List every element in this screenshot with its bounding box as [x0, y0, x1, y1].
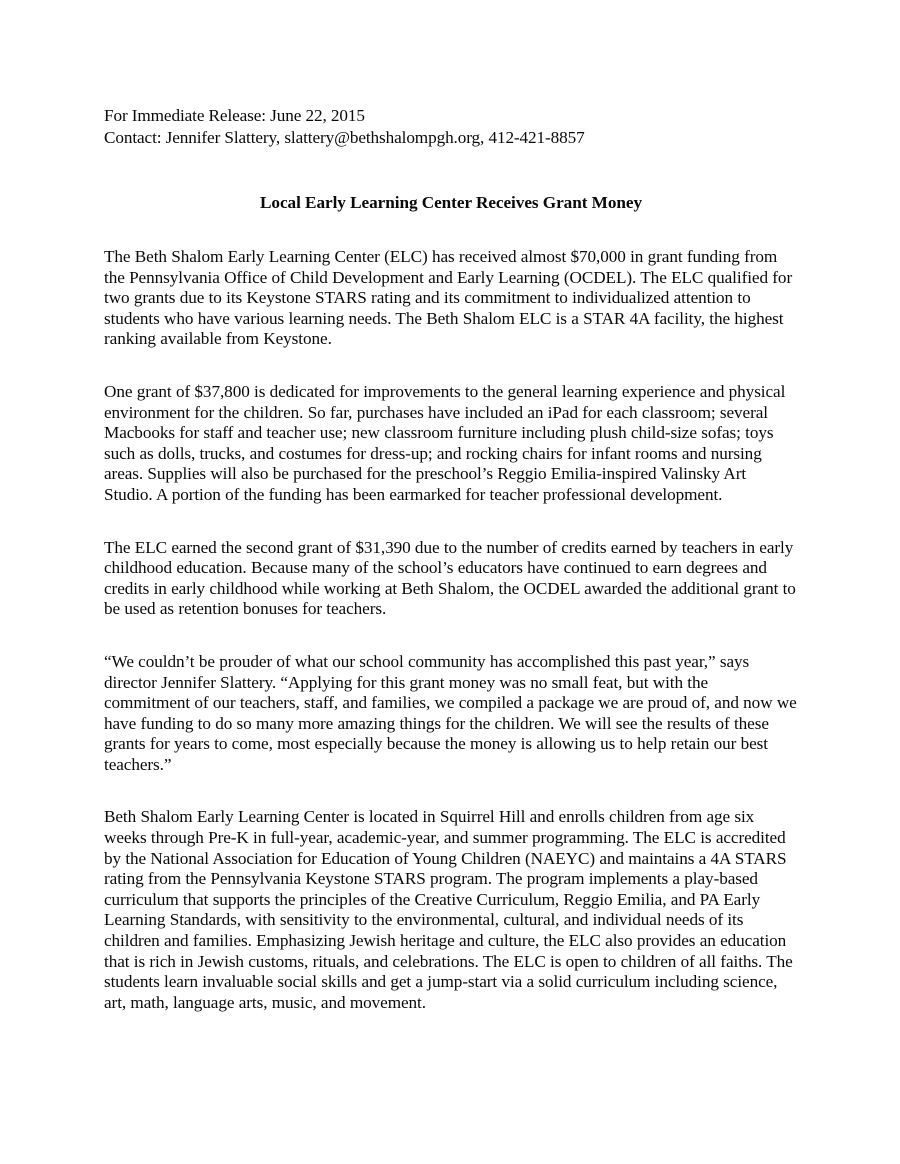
body-paragraph-2: One grant of $37,800 is dedicated for improvements to the general learning experience and physical environment for the children. So far, purchases have included an iPad for each classroom; several Macbooks for staff and teacher use; new classroom furniture including plush child-size sofas; toys such as dolls, trucks, and costumes for dress-up; and rocking chairs for infant rooms and nursing areas. Supplies will also be purchased for the preschool’s Reggio Emilia-inspired Valinsky Art Studio. A portion of the funding has been earmarked for teacher professional development.	[104, 381, 786, 504]
release-header	[104, 105, 798, 148]
body-paragraph-1: The Beth Shalom Early Learning Center (ELC) has received almost $70,000 in grant funding from the Pennsylvania Office of Child Development and Early Learning (OCDEL). The ELC qualified for two grants due to its Keystone STARS rating and its commitment to individualized attention to students who have various learning needs. The Beth Shalom ELC is a STAR 4A facility, the highest ranking available from Keystone.	[104, 247, 793, 349]
body-paragraph-3: The ELC earned the second grant of $31,390 due to the number of credits earned by teachers in early childhood education. Because many of the school’s educators have continued to earn degrees and credits in early childhood while working at Beth Shalom, the OCDEL awarded the additional grant to be used as retention bonuses for teachers.	[104, 537, 796, 619]
contact-line: Contact: Jennifer Slattery, slattery@bethshalompgh.org, 412-421-8857	[104, 127, 585, 147]
release-date-line: For Immediate Release: June 22, 2015	[104, 106, 365, 125]
body-paragraph-5-boilerplate: Beth Shalom Early Learning Center is located in Squirrel Hill and enrolls children from age six weeks through Pre-K in full-year, academic-year, and summer programming. The ELC is accredited by the National Association for Education of Young Children (NAEYC) and maintains a 4A STARS rating from the Pennsylvania Keystone STARS program. The program implements a play-based curriculum that supports the principles of the Creative Curriculum, Reggio Emilia, and PA Early Learning Standards, with sensitivity to the environmental, cultural, and individual needs of its children and families. Emphasizing Jewish heritage and culture, the ELC also provides an education that is rich in Jewish customs, rituals, and celebrations. The ELC is open to children of all faiths. The students learn invaluable social skills and get a jump-start via a solid curriculum including science, art, math, language arts, music, and movement.	[104, 807, 793, 1012]
body-paragraph-4-quote: “We couldn’t be prouder of what our school community has accomplished this past year,” says director Jennifer Slattery. “Applying for this grant money was no small feat, but with the commitment of our teachers, staff, and families, we compiled a package we are proud of, and now we have funding to do so many more amazing things for the children. We will see the results of these grants for years to come, most especially because the money is allowing us to help retain our best teachers.”	[104, 651, 797, 774]
document-body	[104, 105, 798, 1013]
page-title: Local Early Learning Center Receives Grant Money	[259, 193, 643, 212]
